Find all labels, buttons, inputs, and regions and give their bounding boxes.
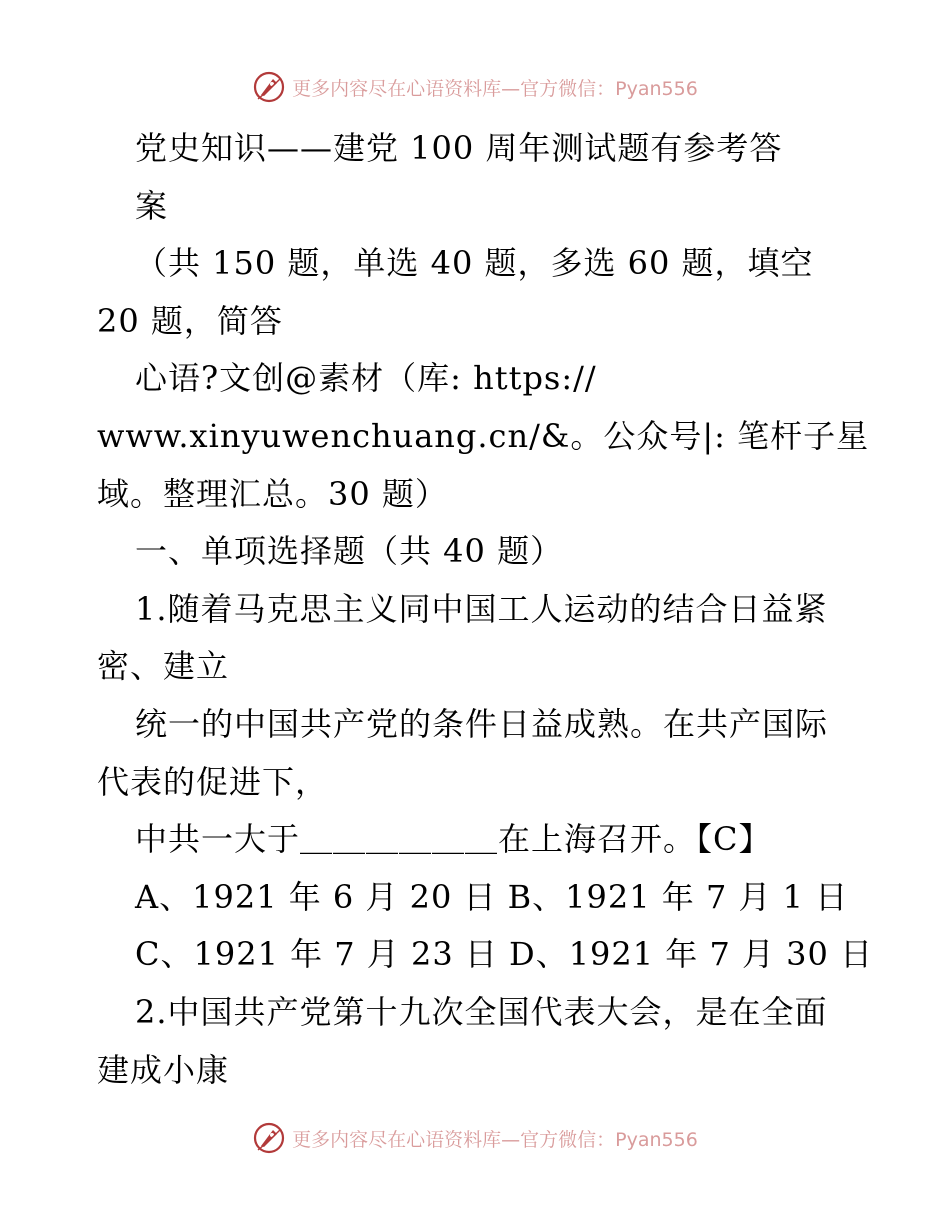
text-line: 密、建立 bbox=[97, 647, 230, 686]
text-line: A、1921 年 6 月 20 日 B、1921 年 7 月 1 日 bbox=[135, 877, 849, 916]
watermark-header bbox=[0, 70, 950, 104]
document-body bbox=[97, 120, 874, 1099]
text-line: C、1921 年 7 月 23 日 D、1921 年 7 月 30 日 bbox=[135, 935, 874, 974]
text-line: 代表的促进下， bbox=[97, 762, 329, 801]
pen-nib-logo-icon bbox=[252, 1121, 286, 1155]
text-line: 统一的中国共产党的条件日益成熟。在共产国际 bbox=[135, 704, 829, 743]
watermark-text: 更多内容尽在心语资料库—官方微信：Pyan556 bbox=[292, 77, 698, 100]
watermark-text: 更多内容尽在心语资料库—官方微信：Pyan556 bbox=[292, 1128, 698, 1151]
watermark-footer bbox=[0, 1121, 950, 1155]
text-line: www.xinyuwenchuang.cn/&。公众号|: 笔杆子星 bbox=[97, 416, 870, 455]
text-line: 一、单项选择题（共 40 题） bbox=[135, 532, 564, 571]
text-line: 1.随着马克思主义同中国工人运动的结合日益紧 bbox=[135, 589, 828, 628]
text-line: 心语?文创@素材（库: https:// bbox=[135, 359, 597, 398]
text-line: （共 150 题，单选 40 题，多选 60 题，填空 bbox=[135, 244, 814, 283]
text-line: 中共一大于＿＿＿＿＿＿在上海召开。【C】 bbox=[135, 820, 772, 859]
pen-nib-logo-icon bbox=[252, 70, 286, 104]
text-line: 建成小康 bbox=[97, 1050, 230, 1089]
text-line: 域。整理汇总。30 题） bbox=[97, 474, 448, 513]
text-line: 党史知识——建党 100 周年测试题有参考答 bbox=[135, 129, 783, 167]
text-line: 案 bbox=[135, 186, 169, 225]
text-line: 2.中国共产党第十九次全国代表大会，是在全面 bbox=[135, 992, 828, 1031]
text-line: 20 题，简答 bbox=[97, 301, 283, 340]
